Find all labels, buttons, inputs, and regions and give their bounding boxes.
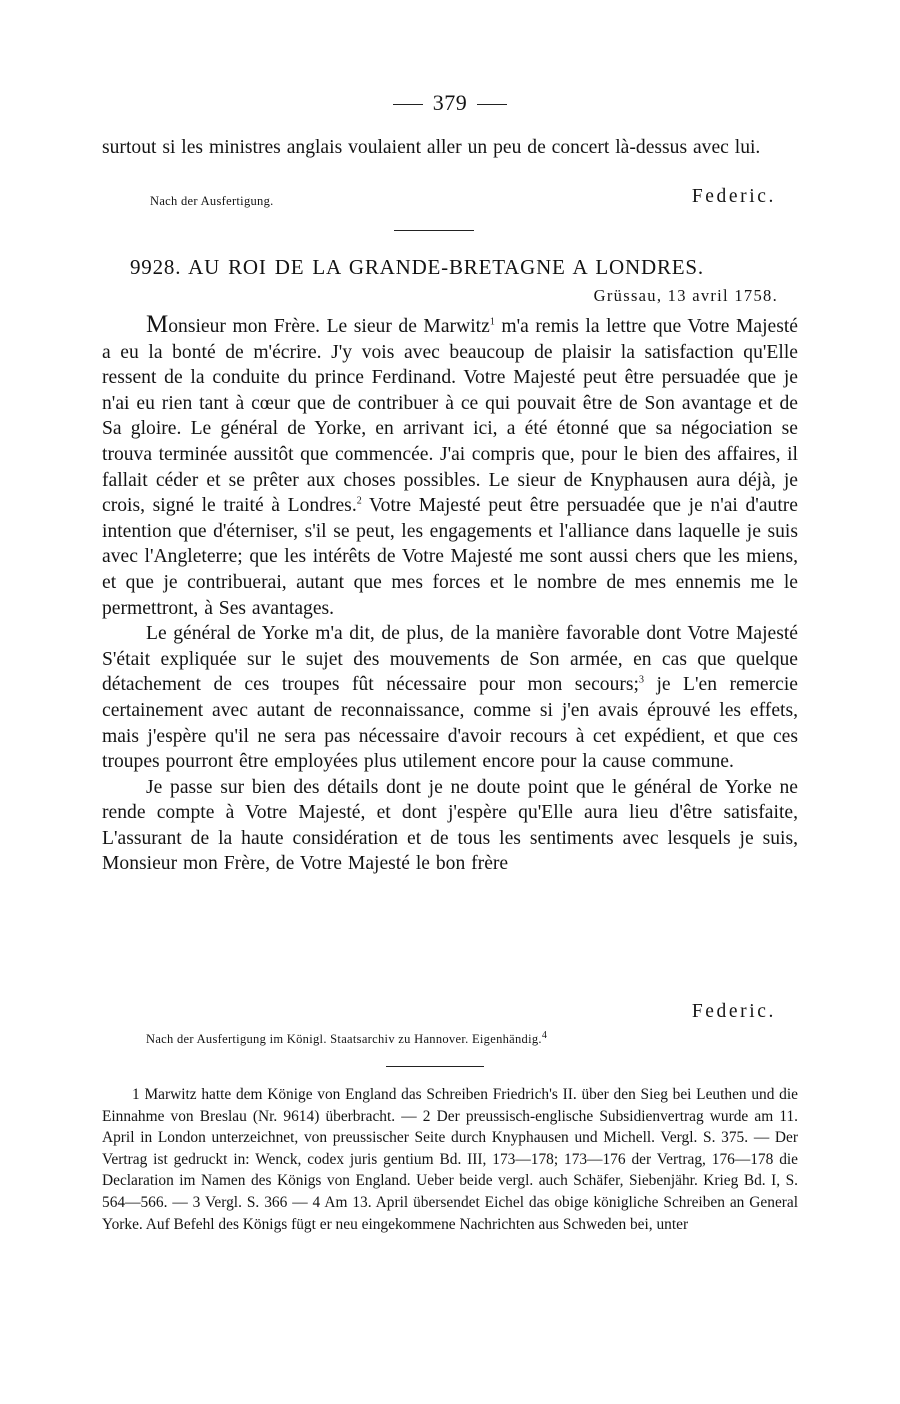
place-date: Grüssau, 13 avril 1758. xyxy=(593,286,778,305)
footnote-separator xyxy=(386,1066,484,1067)
paragraph-2: Le général de Yorke m'a dit, de plus, de la manière favorable dont Votre Majesté S'était expliquée sur le sujet des mouvements de Son armée, en cas que quelque détachement de ces troupes fût nécessaire pour mon secours;$^3$ je L'en remercie certainement avec autant de reconnaissance, comme si j'en avais éprouvé les effets, mais j'espère qu'il ne sera pas nécessaire d'avoir recours à cet expédient, et que ces troupes pourront être employées plus utilement encore pour la cause commune. xyxy=(102,623,798,773)
footnote-mark-2: 2 xyxy=(422,1107,431,1125)
footnote-1: Marwitz hatte dem Könige von England das Schreiben Friedrich's II. über den Sieg bei Leuthen und die Einnahme von Breslau (Nr. 9614) überbracht. — xyxy=(102,1086,798,1125)
page-number-dash-left xyxy=(393,104,423,105)
page-number-line xyxy=(0,90,900,116)
drop-initial: M xyxy=(146,311,169,338)
letter-source-note: Nach der Ausfertigung im Königl. Staatsarchiv zu Hannover. Eigenhändig.$^4$ xyxy=(146,1029,548,1046)
footnote-4: Am 13. April übersendet Eichel das obige königliche Schreiben an General Yorke. Auf Befehl des Königs fügt er neu eingekommene Nachrichten aus Schweden bei, unter xyxy=(102,1193,799,1233)
previous-source-note: Nach der Ausfertigung. xyxy=(150,194,274,208)
previous-signature: Federic. xyxy=(691,186,776,207)
footnote-ref-1: 1 xyxy=(489,316,495,328)
letter-heading: 9928. AU ROI DE LA GRANDE-BRETAGNE A LONDRES. xyxy=(130,255,704,279)
paragraph-1: Monsieur mon Frère. Le sieur de Marwitz$^1$ m'a remis la lettre que Votre Majesté a eu la bonté de m'écrire. J'y vois avec beaucoup de plaisir la satisfaction qu'Elle ressent de la conduite du prince Ferdinand. Votre Majesté peut être persuadée que je n'ai eu rien tant à cœur que de contribuer à ce qui pouvait être de Son avantage et de Sa gloire. Le général de Yorke, en arrivant ici, a été étonné que sa négociation se trouva terminée aussitôt que commencée. J'ai compris que, pour le bien des affaires, il fallait céder et se prêter aux choses possibles. Le sieur de Knyphausen aura déjà, je crois, signé le traité à Londres.$^2$ Votre Majesté peut être persuadée que je n'ai d'autre intention que d'éterniser, s'il se peut, les engagements et l'alliance dans laquelle je suis avec l'Angleterre; que les intérêts de Votre Majesté me sont aussi chers que les miens, et que je contribuerai, autant que mes forces et le nombre de mes ennemis me le permettront, à Ses avantages. xyxy=(102,311,798,619)
footnotes xyxy=(102,1084,798,1235)
page-number-dash-right xyxy=(477,104,507,105)
paragraph-3: Je passe sur bien des détails dont je ne doute point que le général de Yorke ne rende compte à Votre Majesté, et dont j'espère qu'Elle aura lieu d'être satisfaite, L'assurant de la haute considération et de tous les sentiments avec lesquels je suis, Monsieur mon Frère, de Votre Majesté le bon frère xyxy=(102,776,798,875)
separator-rule xyxy=(394,230,474,231)
footnote-mark-3: 3 xyxy=(192,1193,201,1211)
footnote-2: Der preussisch-englische Subsidienvertrag wurde am 11. April in London unterzeichnet, von preussischer Seite durch Knyphausen und Michell. Vergl. S. 375. — Der Vertrag ist gedruckt in: Wenck, codex juris gentium Bd. III, 173—178; 173—176 der Vertrag, 176—178 die Declaration im Namen des Königs von England. Ueber beide vergl. auch Schäfer, Siebenjähr. Krieg Bd. I, S. 564—566. — xyxy=(102,1107,798,1211)
footnote-mark-1: 1 xyxy=(132,1086,140,1103)
page-number: 379 xyxy=(432,90,468,115)
footnote-mark-4: 4 xyxy=(312,1193,321,1211)
footnote-ref-4: 4 xyxy=(541,1029,548,1041)
footnote-ref-3: 3 xyxy=(639,674,644,686)
previous-letter-closing: surtout si les ministres anglais voulaient aller un peu de concert là-dessus avec lui. xyxy=(102,137,761,158)
footnote-ref-2: 2 xyxy=(356,495,362,507)
footnote-3: Vergl. S. 366 — xyxy=(200,1193,313,1211)
letter-signature: Federic. xyxy=(691,1001,776,1022)
letter-body xyxy=(102,312,798,877)
